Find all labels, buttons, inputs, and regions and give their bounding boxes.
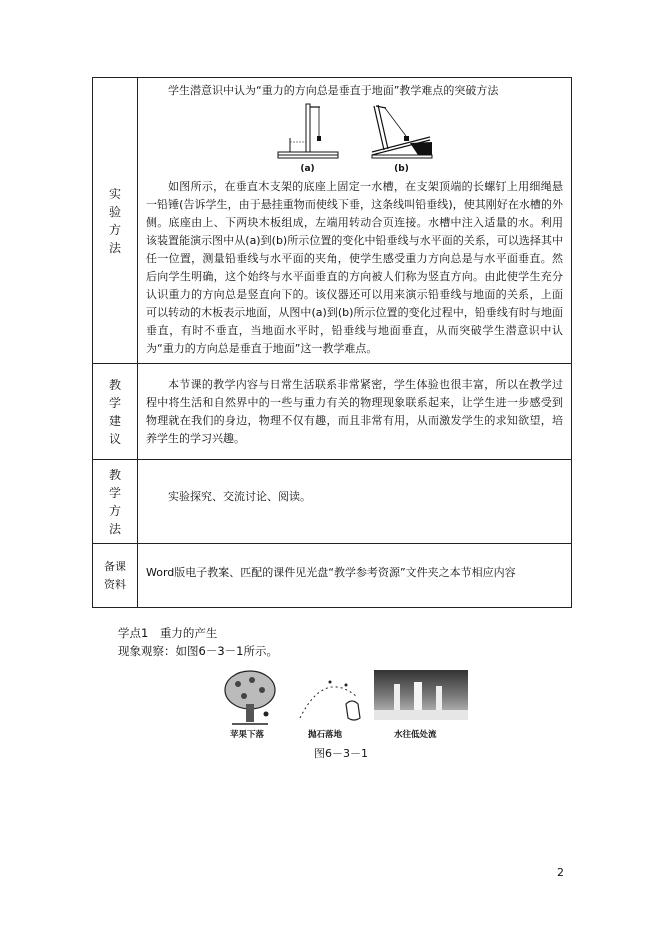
waterfall-icon [374,670,468,720]
teaching-method-body: 实验探究、交流讨论、阅读。 [168,490,311,503]
row-prep-materials [93,543,571,607]
row-teaching-advice [93,363,571,459]
phenomena-figure [222,668,482,740]
row-label-cell [93,544,138,607]
figure-a [276,102,340,174]
row-content [138,544,571,586]
figure-b [370,102,434,174]
caption-stone: 抛石落地 [308,730,343,740]
row-teaching-method [93,459,571,543]
teaching-advice-body: 本节课的教学内容与日常生活联系非常紧密，学生体验也很丰富，所以在教学过程中将生活和自然界中的一些与重力有关的物理现象联系起来，让学生进一步感受到物理就在我们的身边，物理不仅有趣，而且非常有用，从而激发学生的求知欲望，培养学生的学习兴趣。 [146,378,563,445]
caption-water: 水往低处流 [394,730,437,740]
experiment-heading: 学生潜意识中认为“重力的方向总是垂直于地面”教学难点的突破方法 [168,84,499,97]
section-title: 学点1 重力的产生 [118,626,218,640]
row-label: 教学方法 [108,467,121,536]
row-label-cell [93,460,138,543]
apparatus-a-drawing [276,102,340,164]
figure-caption: 图6－3－1 [314,747,368,760]
row-content [138,460,571,510]
apple-tree-illustration [222,668,278,730]
apple-tree-icon [222,668,278,726]
row-experiment-method [93,78,571,363]
observation-text: 现象观察：如图6－3－1所示。 [118,644,278,658]
caption-apple: 苹果下落 [230,730,265,740]
row-label-cell [93,78,138,363]
prep-materials-body: Word版电子教案、匹配的课件见光盘“教学参考资源”文件夹之本节相应内容 [146,566,516,579]
figure-b-label: (b) [394,164,409,174]
apparatus-figures [146,102,563,174]
row-label: 备课资料 [104,559,126,591]
lesson-table [92,77,572,608]
row-label: 教学建议 [108,377,121,446]
stone-throw-illustration [294,676,366,728]
row-label: 实验方法 [108,186,121,255]
row-content [138,364,571,452]
row-content [138,78,571,362]
apparatus-b-drawing [370,102,434,164]
figure-a-label: (a) [300,164,315,174]
page-number: 2 [557,866,564,879]
waterfall-photo [374,670,468,724]
row-label-cell [93,364,138,459]
throwing-hand-icon [294,676,366,724]
experiment-body: 如图所示，在垂直木支架的底座上固定一水槽，在支架顶端的长螺钉上用细绳悬一铅锤(告诉学生，由于悬挂重物而使线下垂，这条线叫铅垂线)，使其刚好在水槽的外侧。底座由上、下两块木板组成，左端用转动合页连接。水槽中注入适量的水。利用该装置能演示图中从(a)到(b)所示位置的变化中铅垂线与水平面的关系，可以选择其中任一位置，测量铅垂线与水平面的夹角，使学生感受重力方向总是与水平面垂直。然后向学生明确，这个始终与水平面垂直的方向被人们称为竖直方向。由此使学生充分认识重力的方向总是竖直向下的。该仪器还可以用来演示铅垂线与地面的关系，上面可以转动的木板表示地面，从图中(a)到(b)所示位置的变化过程中，铅垂线有时与地面垂直，有时不垂直，当地面水平时，铅垂线与地面垂直，从而突破学生潜意识中认为“重力的方向总是垂直于地面”这一教学难点。 [146,180,563,355]
